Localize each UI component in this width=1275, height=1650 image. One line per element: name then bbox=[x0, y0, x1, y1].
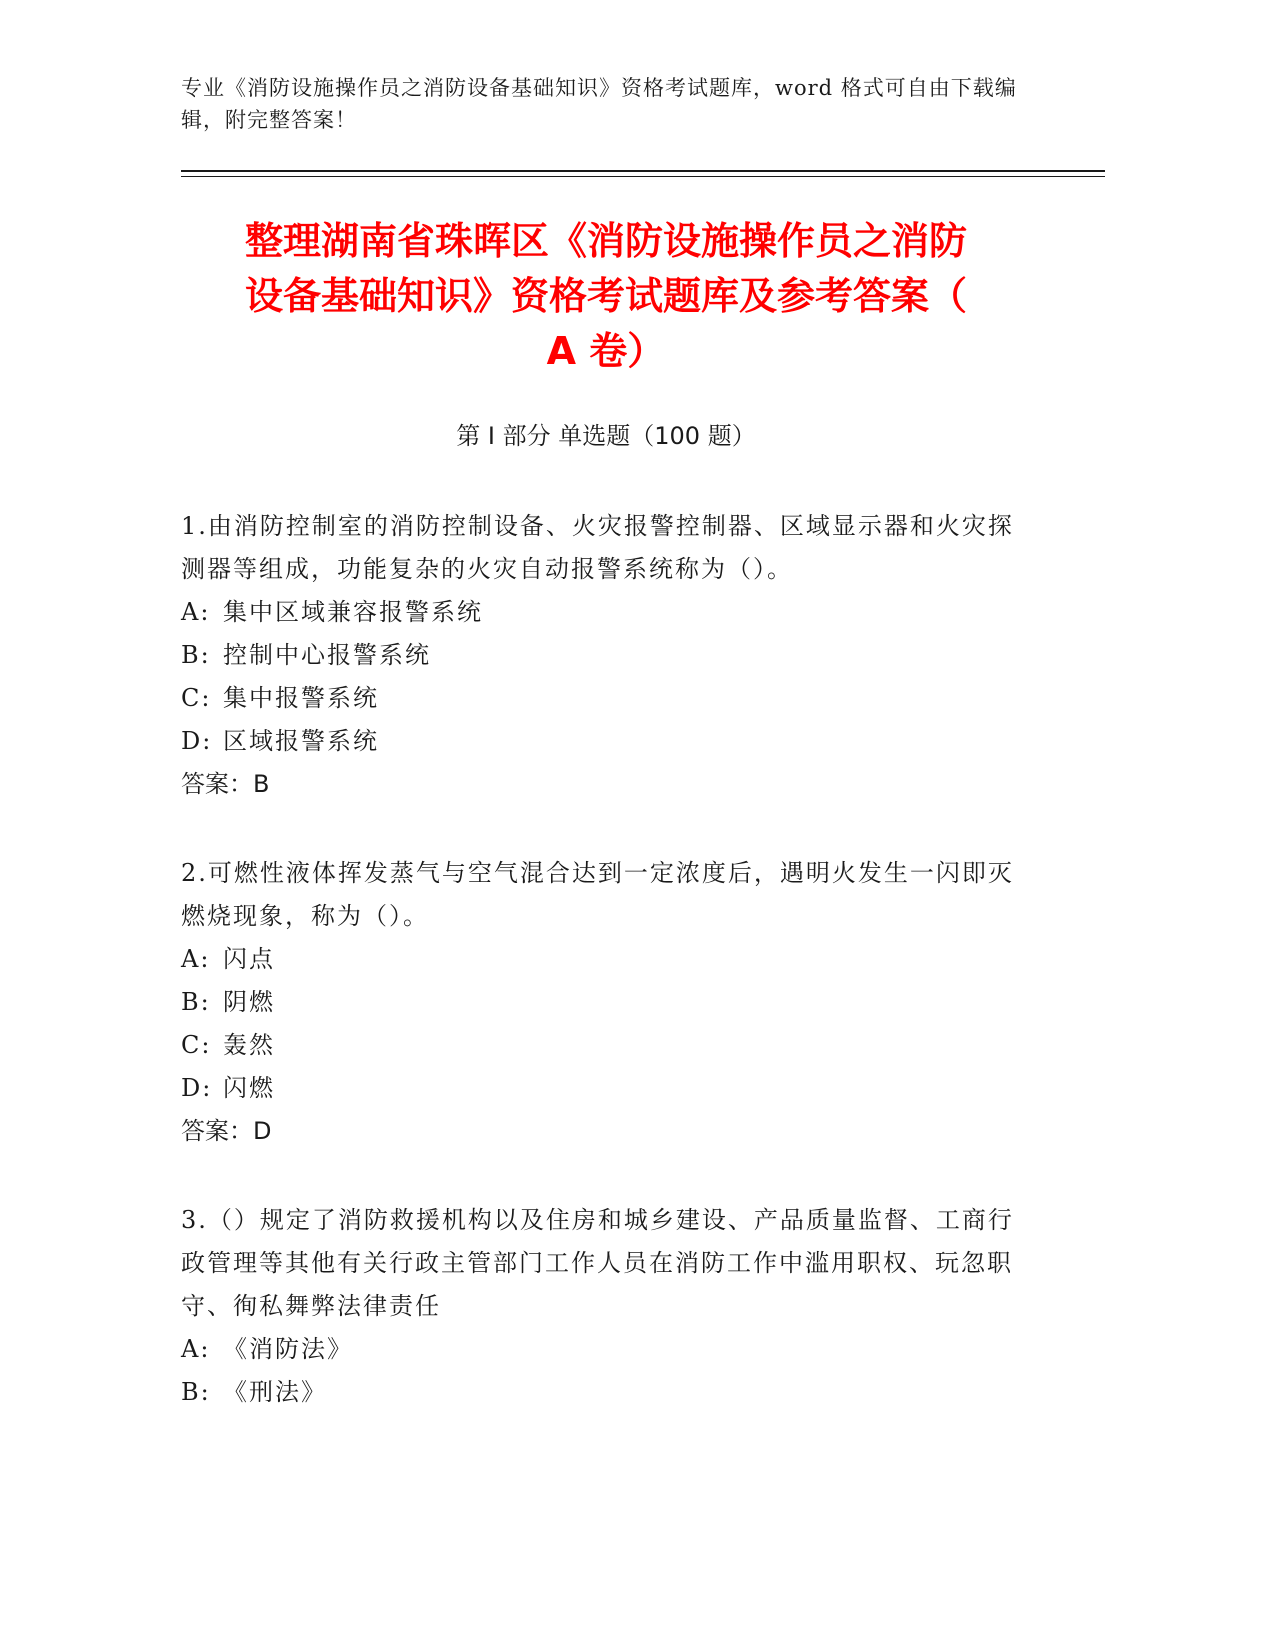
question-option bbox=[181, 720, 1021, 763]
header-divider-thin bbox=[181, 176, 1105, 177]
question-item bbox=[181, 852, 1021, 1153]
document-title bbox=[181, 214, 1031, 379]
option-text: 轰然 bbox=[223, 1031, 275, 1059]
question-option bbox=[181, 938, 1021, 981]
question-answer: 答案：B bbox=[181, 770, 270, 798]
question-item bbox=[181, 505, 1021, 806]
question-stem: 1.由消防控制室的消防控制设备、火灾报警控制器、区域显示器和火灾探测器等组成，功能复杂的火灾自动报警系统称为（）。 bbox=[181, 512, 1014, 583]
question-stem: 3.（）规定了消防救援机构以及住房和城乡建设、产品质量监督、工商行政管理等其他有关行政主管部门工作人员在消防工作中滥用职权、玩忽职守、徇私舞弊法律责任 bbox=[181, 1206, 1014, 1320]
question-stem: 2.可燃性液体挥发蒸气与空气混合达到一定浓度后，遇明火发生一闪即灭燃烧现象，称为（）。 bbox=[181, 859, 1014, 930]
question-option bbox=[181, 1024, 1021, 1067]
header-note: 专业《消防设施操作员之消防设备基础知识》资格考试题库，word 格式可自由下载编辑，附完整答案！ bbox=[181, 76, 1017, 132]
option-text: 区域报警系统 bbox=[223, 727, 379, 755]
question-option bbox=[181, 591, 1021, 634]
option-key: C: bbox=[181, 1031, 212, 1059]
option-text: 阴燃 bbox=[223, 988, 275, 1016]
question-answer: 答案：D bbox=[181, 1117, 272, 1145]
option-text: 控制中心报警系统 bbox=[223, 641, 431, 669]
question-option bbox=[181, 1371, 1021, 1414]
option-text: 闪点 bbox=[223, 945, 275, 973]
option-text: 《消防法》 bbox=[223, 1335, 353, 1363]
option-text: 集中区域兼容报警系统 bbox=[223, 598, 483, 626]
option-key: D: bbox=[181, 727, 213, 755]
option-key: B: bbox=[181, 641, 211, 669]
option-key: B: bbox=[181, 988, 211, 1016]
option-key: A: bbox=[181, 945, 211, 973]
option-key: A: bbox=[181, 598, 211, 626]
question-option bbox=[181, 981, 1021, 1024]
question-option bbox=[181, 634, 1021, 677]
document-title-line-2: 设备基础知识》资格考试题库及参考答案（ bbox=[244, 274, 967, 318]
section-title: 第 I 部分 单选题（100 题） bbox=[456, 422, 756, 450]
option-key: D: bbox=[181, 1074, 213, 1102]
document-title-line-1: 整理湖南省珠晖区《消防设施操作员之消防 bbox=[244, 219, 967, 263]
option-key: B: bbox=[181, 1378, 211, 1406]
option-text: 闪燃 bbox=[223, 1074, 275, 1102]
question-option bbox=[181, 1328, 1021, 1371]
question-option bbox=[181, 1067, 1021, 1110]
option-text: 《刑法》 bbox=[223, 1378, 327, 1406]
option-key: A: bbox=[181, 1335, 211, 1363]
option-key: C: bbox=[181, 684, 212, 712]
question-item bbox=[181, 1199, 1021, 1414]
question-list bbox=[181, 505, 1021, 1460]
option-text: 集中报警系统 bbox=[223, 684, 379, 712]
header-divider-thick bbox=[181, 170, 1105, 172]
question-option bbox=[181, 677, 1021, 720]
document-title-line-3: A 卷） bbox=[546, 329, 666, 373]
